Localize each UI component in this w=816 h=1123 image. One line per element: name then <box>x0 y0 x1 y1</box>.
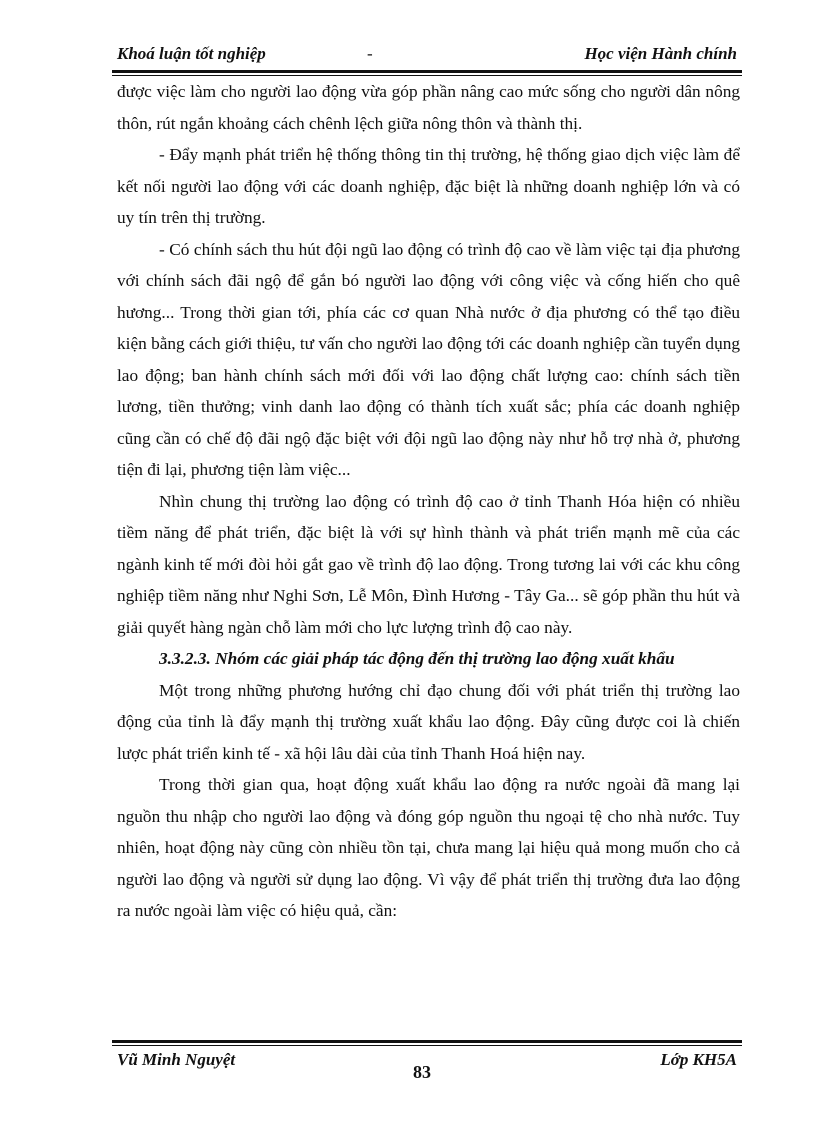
paragraph-bullet-high-skill-policy: - Có chính sách thu hút đội ngũ lao động có trình độ cao về làm việc tại địa phương với chính sách đãi ngộ để gắn bó người lao động với công việc và cống hiến cho quê hương... Trong thời gian tới, phía các cơ quan Nhà nước ở địa phương có thể tạo điều kiện bằng cách giới thiệu, tư vấn cho người lao động tới các doanh nghiệp cần tuyển dụng lao động; ban hành chính sách mới đối với lao động chất lượng cao: chính sách tiền lương, tiền thưởng; vinh danh lao động có thành tích xuất sắc; phía các doanh nghiệp cũng cần có chế độ đãi ngộ đặc biệt với đội ngũ lao động này như hỗ trợ nhà ở, phương tiện đi lại, phương tiện làm việc... <box>117 239 740 479</box>
paragraph-export-direction: Một trong những phương hướng chỉ đạo chung đối với phát triển thị trường lao động của tỉnh là đẩy mạnh thị trường xuất khẩu lao động. Đây cũng được coi là chiến lược phát triển kinh tế - xã hội lâu dài của tỉnh Thanh Hoá hiện nay. <box>117 680 740 763</box>
footer-author: Vũ Minh Nguyệt <box>117 1050 236 1069</box>
paragraph-continuation: được việc làm cho người lao động vừa góp phần nâng cao mức sống cho người dân nông thôn, rút ngắn khoảng cách chênh lệch giữa nông thôn và thành thị. <box>117 82 740 133</box>
footer-rule-thick <box>112 1040 742 1043</box>
paragraph-bullet-info-system: - Đẩy mạnh phát triển hệ thống thông tin thị trường, hệ thống giao dịch việc làm để kết nối người lao động với các doanh nghiệp, đặc biệt là những doanh nghiệp lớn và có uy tín trên thị trường. <box>117 145 740 227</box>
page-number: 83 <box>413 1062 431 1082</box>
document-body <box>117 76 740 927</box>
header-separator: - <box>367 44 373 63</box>
footer-class: Lớp KH5A <box>660 1050 737 1069</box>
header-thesis-title: Khoá luận tốt nghiệp <box>117 44 266 63</box>
section-heading: 3.3.2.3. Nhóm các giải pháp tác động đến thị trường lao động xuất khẩu <box>159 649 675 668</box>
page-footer <box>117 1050 737 1090</box>
footer-rule-thin <box>112 1045 742 1046</box>
header-institution: Học viện Hành chính <box>584 44 737 63</box>
page-header <box>117 42 737 66</box>
paragraph-overview: Nhìn chung thị trường lao động có trình độ cao ở tỉnh Thanh Hóa hiện có nhiều tiềm năng để phát triển, đặc biệt là với sự hình thành và phát triển mạnh mẽ của các ngành kinh tế mới đòi hỏi gắt gao về trình độ lao động. Trong tương lai với các khu công nghiệp tiềm năng như Nghi Sơn, Lễ Môn, Đình Hương - Tây Ga... sẽ góp phần thu hút và giải quyết hàng ngàn chỗ làm mới cho lực lượng trình độ cao này. <box>117 491 740 637</box>
paragraph-export-status: Trong thời gian qua, hoạt động xuất khẩu lao động ra nước ngoài đã mang lại nguồn thu nhập cho người lao động và đóng góp nguồn thu ngoại tệ cho nhà nước. Tuy nhiên, hoạt động này cũng còn nhiều tồn tại, chưa mang lại hiệu quả mong muốn cho cả người lao động và người sử dụng lao động. Vì vậy để phát triển thị trường đưa lao động ra nước ngoài làm việc có hiệu quả, cần: <box>117 775 740 920</box>
header-rule-thick <box>112 70 742 73</box>
